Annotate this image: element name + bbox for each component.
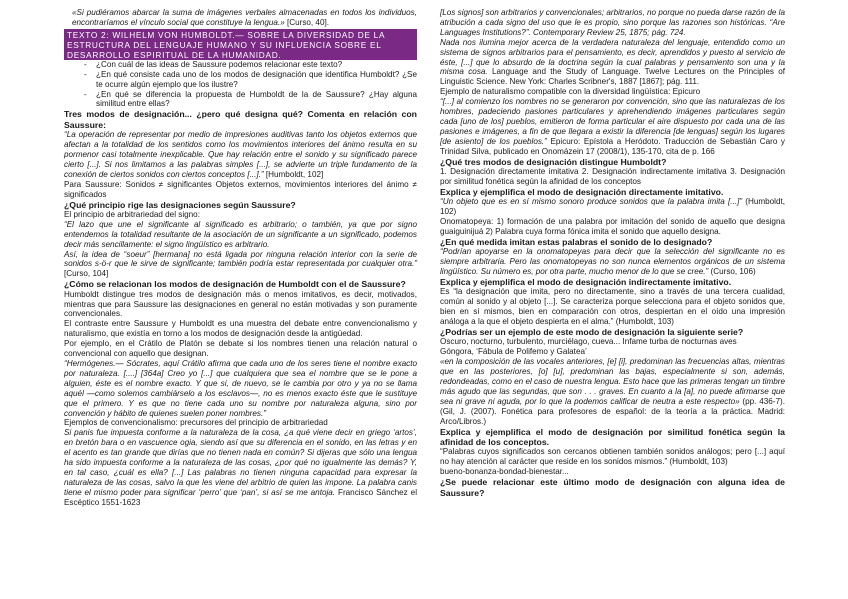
question-item: - ¿En qué consiste cada uno de los modos de designación que identifica Humboldt? ¿Se te ocurre algún ejemplo que los ilustre? xyxy=(84,70,417,90)
body-paragraph: Es “la designación que imita, pero no directamente, sino a través de una tercera cualidad, común al sonido y al objeto [...]. Se caracteriza porque selecciona para el objeto sonidos que, bien en sí mismos, bien en comparación con otros, despiertan en el oído una impresión análoga a la que el objeto despierta en el alma.” (Humboldt, 103) xyxy=(440,287,785,327)
citation-paragraph xyxy=(440,247,785,277)
citation-text: “Podrían apoyarse en la onomatopeyas para decir que la selección del significante no es siempre arbitraria. Pero las onomatopeyas no son nunca elementos orgánicos de un sistema lingüístico. Su número es, por otra parte, mucho menor de lo que se cree.” xyxy=(440,247,785,277)
right-column xyxy=(440,8,785,498)
question-item: - ¿En qué se diferencia la propuesta de Humboldt de la de Saussure? ¿Hay alguna similitud entre ellas? xyxy=(84,90,417,110)
citation-text: Nada nos ilumina mejor acerca de la verdadera naturaleza del lenguaje, entendido como un sistema de signos arbitrarios para el pensamiento, es decir, aprendidos y puesto al servicio de éste, [...] que lo absurdo de la doctrina según la cual palabras y pensamiento son una y la misma cosa. xyxy=(440,37,785,77)
quote-paragraph xyxy=(64,8,417,28)
heading: ¿Se puede relacionar este último modo de designación con alguna idea de Saussure? xyxy=(440,477,785,498)
body-paragraph: “Palabras cuyos significados son cercanos obtienen también sonidos análogos; pero [...] aquí no hay atención al carácter que reside en los sonidos mismos.” (Humboldt, 103) xyxy=(440,447,785,467)
citation-reference: [Curso, 104] xyxy=(64,269,109,279)
heading: Tres modos de designación... ¿pero qué designa qué? Comenta en relación con Saussure: xyxy=(64,109,417,130)
citation-text: “[...] al comienzo los nombres no se generaron por convención, sino que las naturalezas de los hombres, padeciendo pasiones particulares y aprehendiendo imágenes particulares según cada [uno de los] pueblos, emitieron de forma particular el aire dispuesto por cada una de las pasiones e imágenes, a fin de que llegara a existir la diferencia [de lenguas] según los lugares [de asiento] de los pueblos.” xyxy=(440,97,785,146)
citation-paragraph xyxy=(440,38,785,88)
heading: ¿En qué medida imitan estas palabras el sonido de lo designado? xyxy=(440,236,713,247)
body-paragraph: Góngora, ‘Fábula de Polifemo y Galatea’ xyxy=(440,347,587,357)
quote-text: «Si pudiéramos abarcar la suma de imágenes verbales almacenadas en todos los individuos, encontraríamos el vínculo social que constituye la lengua.» xyxy=(72,8,417,27)
heading: Explica y ejemplifica el modo de designación indirectamente imitativo. xyxy=(440,276,732,287)
citation-text: “La operación de representar por medio de impresiones auditivas tanto los objetos externos que afectan a la totalidad de los sentidos como los movimientos interiores del ánimo resulta en su pormenor casi totalmente inexplicable. Que hay relación entre el sonido y su significado parece cierto [...]. Si nos limitamos a las palabras simples [...], se advierte un triple fundamento de la conexión de ciertos sonidos con ciertos conceptos [...].” xyxy=(64,130,417,179)
citation-reference: (Humboldt, 102) xyxy=(440,197,786,217)
citation-reference: Epicuro: Epístola a Heródoto. Traducción de Sebastián Caro y Trinidad Silva, publicado en Onomázein 17 (2008/1), 135-170, cita de p. 166 xyxy=(440,136,785,156)
citation-text: “Hermógenes.— Sócrates, aquí Crátilo afirma que cada uno de los seres tiene el nombre exacto por naturaleza. [....] [364a] Creo yo [...] que cualquiera que sea el nombre que se le pone a alguien, éste es el nombre exacto. Y que si, de nuevo, se le cambia por otro y ya no se llama aquél —como solemos cambiárselo a los esclavos—, no es menos exacto éste que le sustituye que el primero. Y es que no tiene cada uno su nombre por naturaleza alguna, sino por convención y hábito de quienes suelen poner nombres.” xyxy=(64,359,417,418)
body-paragraph: Humboldt distingue tres modos de designación más o menos imitativos, es decir, motivados, mientras que para Saussure las designaciones en general no están motivadas y son puramente convencionales. xyxy=(64,289,417,319)
left-column xyxy=(64,8,417,508)
body-paragraph: El contraste entre Saussure y Humboldt es una muestra del debate entre convencionalismo y naturalismo, que existía en torno a los modos de designación desde la antigüedad. xyxy=(64,319,417,339)
citation-reference: Francisco Sánchez el Escéptico 1551-1623 xyxy=(64,487,417,507)
body-paragraph: Ejemplos de convencionalismo: precursores del principio de arbitrariedad xyxy=(64,418,328,428)
citation-reference: (pp. 436-7). (Gil, J. (2007). Fonética para profesores de español: de la teoría a la práctica. Madrid: Arco/Libros.) xyxy=(440,396,785,426)
question-list xyxy=(64,60,417,110)
citation-reference: [Humboldt, 102] xyxy=(263,169,324,179)
citation-text: “El lazo que une el significante al significado es arbitrario; o también, ya que por signo entendemos la totalidad resultante de la asociación de un significante a un significado, podemos decir más sencillamente: el signo lingüístico es arbitrario. xyxy=(64,219,417,249)
heading: ¿Podrías ser un ejemplo de este modo de designación la siguiente serie? xyxy=(440,327,744,337)
citation-text: Así, la idea de “soeur” [hermana] no está ligada por ninguna relación interior con la serie de sonidos s-ö-r que le sirve de significante; también podría estar representada por cualquier otra.” xyxy=(64,249,417,269)
citation-paragraph xyxy=(64,250,417,280)
body-paragraph: Oscuro, nocturno, turbulento, murciélago, cueva... Infame turba de nocturnas aves xyxy=(440,337,737,347)
citation-reference: (Curso, 106) xyxy=(708,267,756,277)
citation-text: «en la composición de las vocales anteriores, [e] [i], predominan las frecuencias altas, mientras que en las posteriores, [o] [u], predominan las bajas, especialmente si son, además, redondeadas, como en el caso de nuestra lengua. Esto hace que las primeras tengan un timbre más agudo que las segundas, que son . . . graves. En cuanto a la [a], no puede afirmarse que sea ni grave ni aguda, por lo que la podemos calificar de neutra a este respecto» xyxy=(440,357,785,406)
section-banner: TEXTO 2: WILHELM VON HUMBOLDT.— SOBRE LA DIVERSIDAD DE LA ESTRUCTURA DEL LENGUAJE HUMANO Y SU INFLUENCIA SOBRE EL DESARROLLO ESPIRITUAL DE LA HUMANIDAD. xyxy=(64,29,417,60)
heading: ¿Qué tres modos de designación distingue Humboldt? xyxy=(440,156,667,167)
citation-paragraph xyxy=(64,130,417,180)
body-paragraph: Por ejemplo, en el Crátilo de Platón se debate si los nombres tienen una relación natural o convencional con aquello que designan. xyxy=(64,339,417,359)
citation-text: [Los signos] son arbitrarios y convencionales; arbitrarios, no porque no pueda darse razón de la atribución a cada signo del uso que le es propio, sino porque las razones son históricas. “Are Languages Institutions?”. Contemporary Review 25, 1875; pág. 724. xyxy=(440,8,785,37)
citation-reference: Language and the Study of Language. Twelve Lectures on the Principles of Linguistic Science. New York: Charles Scribner's, 1887 [1867]; pág. 111. xyxy=(440,67,785,87)
heading: Explica y ejemplifica el modo de designación por similitud fonética según la afinidad de los conceptos. xyxy=(440,426,785,447)
body-paragraph: El principio de arbitrariedad del signo: xyxy=(64,209,200,219)
body-paragraph: 1. Designación directamente imitativa 2. Designación indirectamente imitativa 3. Designación por similitud fonética según la afinidad de los conceptos xyxy=(440,167,785,186)
body-paragraph: Para Saussure: Sonidos ≠ significantes Objetos externos, movimientos interiores del ánimo ≠ significados xyxy=(64,179,417,199)
citation-paragraph xyxy=(440,357,785,426)
citation-text: Si panis fue impuesta conforme a la naturaleza de la cosa, ¿a qué viene decir en griego ‘artos’, en bretón bara o en vascuence ogia, siendo así que su diferencia en el sonido, en las letras y en el acento es tan grande que dirías que no tienen nada en común? Si dijeras que sólo una lengua ha sido impuesta conforme a la naturaleza de las cosas, ¿por qué no igualmente las demás? Y, en tal caso, ¿cuál es ella? [...] Las palabras no tienen ninguna capacidad para expresar la naturaleza de las cosas, salvo la que les viene del arbitrio de quien las impone. La palabra canis tiene el mismo poder para significar ‘perro’ que ‘pan’, si así se me antoja. xyxy=(64,428,417,497)
body-paragraph: Ejemplo de naturalismo compatible con la diversidad lingüística: Epicuro xyxy=(440,87,701,97)
citation-text: “Un objeto que es en sí mismo sonoro produce sonidos que la palabra imita [...]” xyxy=(440,197,743,207)
quote-reference: [Curso, 40]. xyxy=(284,17,329,27)
heading: ¿Cómo se relacionan los modos de designación de Humboldt con el de Saussure? xyxy=(64,279,406,290)
citation-paragraph xyxy=(440,197,785,217)
heading: ¿Qué principio rige las designaciones según Saussure? xyxy=(64,199,296,210)
body-paragraph: Onomatopeya: 1) formación de una palabra por imitación del sonido de aquello que designa guaiguinijuá 2) Palabra cuya forma fónica imita el sonido que aquello designa. xyxy=(440,217,785,236)
question-item: - ¿Con cuál de las ideas de Saussure podemos relacionar este texto? xyxy=(84,60,417,70)
citation-paragraph xyxy=(64,428,417,507)
heading: Explica y ejemplifica el modo de designación directamente imitativo. xyxy=(440,186,724,197)
citation-paragraph xyxy=(440,97,785,156)
body-paragraph: bueno-bonanza-bondad-bienestar... xyxy=(440,467,569,477)
